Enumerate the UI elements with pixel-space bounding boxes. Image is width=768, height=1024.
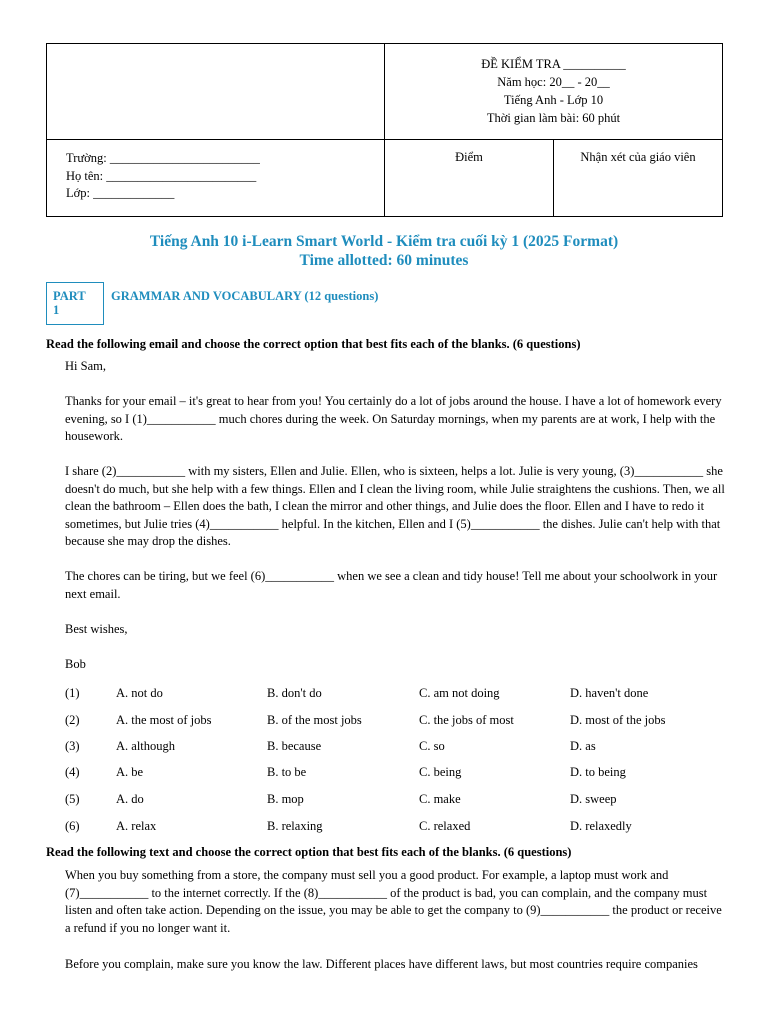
score-label: Điểm bbox=[455, 150, 483, 164]
option-b[interactable]: B. of the most jobs bbox=[267, 713, 362, 727]
part-title: GRAMMAR AND VOCABULARY (12 questions) bbox=[111, 289, 379, 303]
option-c[interactable]: C. so bbox=[419, 739, 445, 753]
teacher-comment-cell bbox=[554, 140, 723, 217]
email-signature: Bob bbox=[65, 657, 86, 671]
option-b[interactable]: B. don't do bbox=[267, 686, 322, 700]
question-number: (1) bbox=[65, 686, 80, 700]
exam-title-main: Tiếng Anh 10 i-Learn Smart World - Kiểm tra cuối kỳ 1 (2025 Format) bbox=[149, 233, 619, 250]
option-d[interactable]: D. as bbox=[570, 739, 596, 753]
question-number: (2) bbox=[65, 713, 80, 727]
name-field[interactable]: Họ tên: ________________________ bbox=[66, 168, 257, 183]
option-a[interactable]: A. not do bbox=[116, 686, 163, 700]
school-field[interactable]: Trường: ________________________ bbox=[66, 151, 260, 165]
question-number: (6) bbox=[65, 819, 80, 833]
email-paragraph-1: Thanks for your email – it's great to hear from you! You certainly do a lot of jobs around the house. I have a lot of homework every evening, so I (1)___________ much chores during the week. On Saturday mornings, when my parents are at work, I help with the housework. bbox=[65, 394, 722, 444]
question-number: (5) bbox=[65, 792, 80, 806]
part-label: PART bbox=[53, 289, 86, 303]
exam-title bbox=[0, 232, 768, 270]
option-a[interactable]: A. relax bbox=[116, 819, 157, 833]
email-closing: Best wishes, bbox=[65, 622, 128, 636]
exam-header-table bbox=[46, 43, 723, 217]
option-a[interactable]: A. the most of jobs bbox=[116, 713, 212, 727]
option-c[interactable]: C. being bbox=[419, 765, 462, 779]
score-cell bbox=[385, 140, 554, 217]
school-year-line: Năm học: 20__ - 20__ bbox=[497, 75, 610, 89]
part-number: 1 bbox=[53, 303, 60, 317]
class-field[interactable]: Lớp: _____________ bbox=[66, 186, 175, 200]
option-d[interactable]: D. most of the jobs bbox=[570, 713, 666, 727]
option-a[interactable]: A. do bbox=[116, 792, 144, 806]
exam-title-line: ĐỀ KIỂM TRA __________ bbox=[481, 57, 626, 71]
duration-line: Thời gian làm bài: 60 phút bbox=[486, 111, 621, 125]
text-paragraph-1: When you buy something from a store, the company must sell you a good product. For example, a laptop must work and (7)___________ to the internet correctly. If the (8)___________ of the product is bad, you can complain, and the company must listen and often take action. Depending on the issue, you may be able to get the company to (9)___________ the product or receive a refund if you no longer want it. bbox=[65, 868, 722, 935]
option-a[interactable]: A. although bbox=[116, 739, 176, 753]
email-paragraph-2: I share (2)___________ with my sisters, Ellen and Julie. Ellen, who is sixteen, helps a lot. Julie is very young, (3)___________ she doesn't do much, but she help with a few things. Ellen and I clean the living room, while Julie straightens the cushions. Then, we all clean the bathroom – Ellen does the bath, I clean the mirror and other things, and Julie does the floor. Ellen and I have to redo it sometimes, but Julie tries (4)___________ helpful. In the kitchen, Ellen and I (5)___________ the dishes. Julie can't help with that because she may drop the dishes. bbox=[65, 464, 725, 549]
option-d[interactable]: D. sweep bbox=[570, 792, 617, 806]
option-c[interactable]: C. am not doing bbox=[419, 686, 500, 700]
header-blank-cell bbox=[47, 44, 385, 140]
option-b[interactable]: B. because bbox=[267, 739, 322, 753]
question-number: (3) bbox=[65, 739, 80, 753]
student-info-cell bbox=[47, 140, 385, 217]
option-c[interactable]: C. the jobs of most bbox=[419, 713, 514, 727]
section2-instruction: Read the following text and choose the correct option that best fits each of the blanks. (6 questions) bbox=[46, 845, 572, 859]
option-d[interactable]: D. to being bbox=[570, 765, 626, 779]
option-b[interactable]: B. relaxing bbox=[267, 819, 323, 833]
option-d[interactable]: D. relaxedly bbox=[570, 819, 632, 833]
exam-info-cell bbox=[385, 44, 723, 140]
option-a[interactable]: A. be bbox=[116, 765, 144, 779]
question-number: (4) bbox=[65, 765, 80, 779]
option-b[interactable]: B. to be bbox=[267, 765, 307, 779]
teacher-comment-label: Nhận xét của giáo viên bbox=[580, 150, 696, 164]
email-greeting: Hi Sam, bbox=[65, 359, 106, 373]
option-d[interactable]: D. haven't done bbox=[570, 686, 649, 700]
option-b[interactable]: B. mop bbox=[267, 792, 304, 806]
subject-line: Tiếng Anh - Lớp 10 bbox=[503, 93, 604, 107]
part-badge bbox=[46, 282, 104, 325]
section1-instruction: Read the following email and choose the correct option that best fits each of the blanks. (6 questions) bbox=[46, 337, 581, 351]
text-paragraph-2: Before you complain, make sure you know the law. Different places have different laws, but most countries require companies bbox=[65, 957, 698, 971]
option-c[interactable]: C. relaxed bbox=[419, 819, 471, 833]
email-paragraph-3: The chores can be tiring, but we feel (6)___________ when we see a clean and tidy house! Tell me about your schoolwork in your next email. bbox=[65, 569, 718, 601]
option-c[interactable]: C. make bbox=[419, 792, 461, 806]
exam-time-allotted: Time allotted: 60 minutes bbox=[299, 252, 469, 269]
